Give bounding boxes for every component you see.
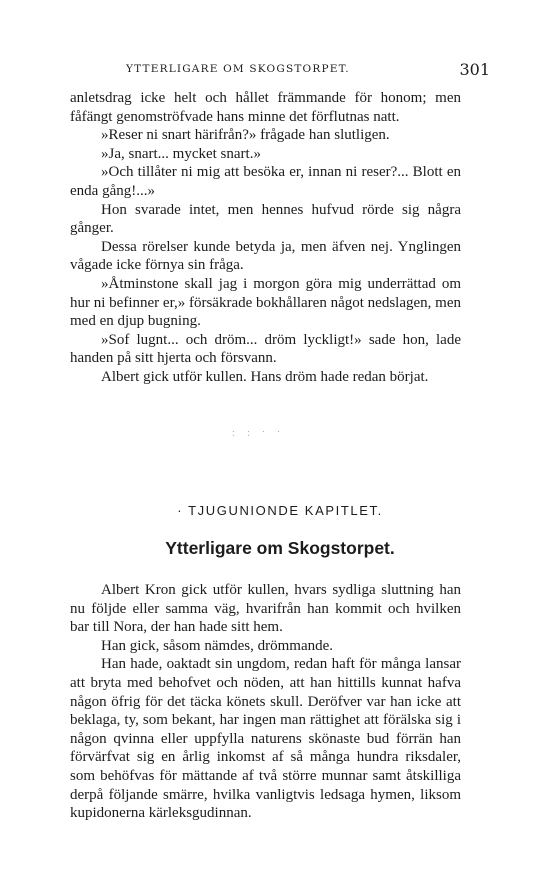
paragraph: »Reser ni snart härifrån?» frågade han slutligen. (101, 127, 390, 144)
section-one-text (70, 89, 461, 387)
paragraph: »Och tillåter ni mig att besöka er, innan ni reser?... Blott en enda gång!...» (70, 164, 461, 199)
section-two-text (70, 581, 461, 823)
section-separator: . . . . . . (232, 425, 285, 438)
paragraph: Albert gick utför kullen. Hans dröm hade redan börjat. (101, 368, 429, 385)
paragraph: Han gick, såsom nämdes, drömmande. (101, 637, 334, 654)
paragraph: Han hade, oaktadt sin ungdom, redan haft för många lansar att bryta med behofvet och nöden, att han hittills kunnat hafva någon öfrig för det täcka könets skull. Deröfver var han icke att beklaga, ty, som bekant, har ingen man rättighet att förälska sig i någon qvinna eller uppfylla naturens skönaste bud förrän han förvärfvat sig en årlig inkomst af så många hundra riksdaler, som behöfvas för mättande af två större munnar samt åtskilliga derpå följande smärre, hvilka vanligtvis ledsaga hymen, liksom kupidonerna kärleksgudinnan. (70, 656, 461, 822)
paragraph: »Åtminstone skall jag i morgon göra mig underrättad om hur ni befinner er,» försäkrade bokhållaren något nedslagen, men med en djup bugning. (70, 275, 461, 330)
paragraph: »Ja, snart... mycket snart.» (101, 145, 261, 162)
paragraph: Albert Kron gick utför kullen, hvars sydliga sluttning han nu följde eller samma väg, hvarifrån han kommit och hvilken bar till Nora, der han hade sitt hem. (70, 582, 461, 636)
chapter-heading: · TJUGUNIONDE KAPITLET. (177, 503, 383, 518)
paragraph: Hon svarade intet, men hennes hufvud rörde sig några gånger. (70, 201, 461, 237)
chapter-title: Ytterligare om Skogstorpet. (165, 538, 395, 558)
running-head (70, 60, 490, 82)
paragraph: anletsdrag icke helt och hållet främmande för honom; men fåfängt genomströfvade hans minne det förflutnas natt. (70, 90, 461, 125)
paragraph: »Sof lugnt... och dröm... dröm lyckligt!» sade hon, lade handen på sitt hjerta och försvann. (70, 331, 461, 367)
paragraph: Dessa rörelser kunde betyda ja, men äfven nej. Ynglingen vågade icke förnya sin fråga. (70, 238, 461, 274)
running-head-title: YTTERLIGARE OM SKOGSTORPET. (126, 63, 350, 75)
page-number: 301 (459, 60, 490, 79)
